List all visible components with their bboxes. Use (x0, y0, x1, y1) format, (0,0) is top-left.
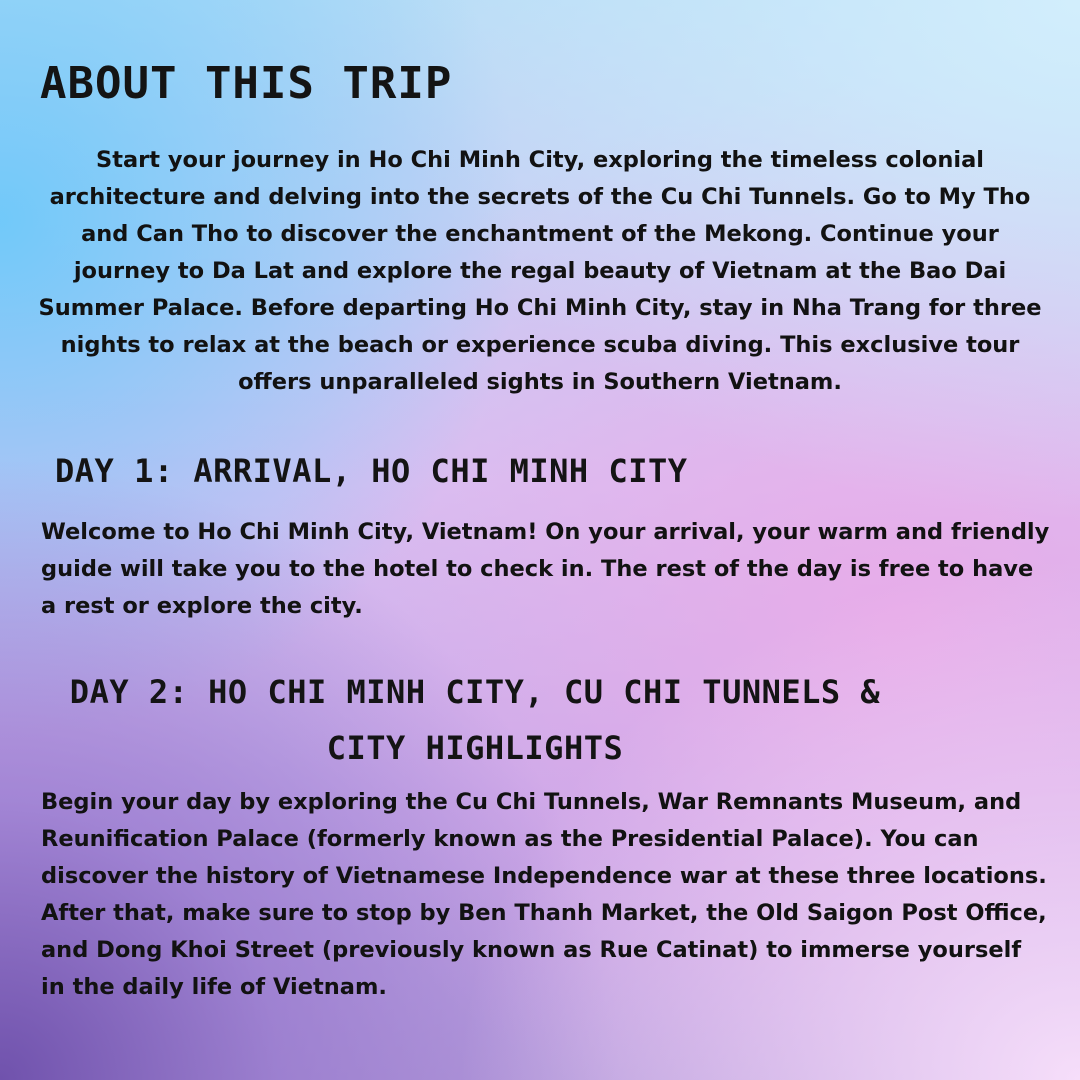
page-title: ABOUT THIS TRIP (40, 58, 453, 109)
trip-overview-paragraph: Start your journey in Ho Chi Minh City, exploring the timeless colonial architecture and delving into the secrets of the Cu Chi Tunnels. Go to My Tho and Can Tho to discover the enchantment of the Mekong. Continue your journey to Da Lat and explore the regal beauty of Vietnam at the Bao Dai Summer Palace. Before departing Ho Chi Minh City, stay in Nha Trang for three nights to relax at the beach or experience scuba diving. This exclusive tour offers unparalleled sights in Southern Vietnam. (38, 147, 1042, 395)
day-1-heading: DAY 1: ARRIVAL, HO CHI MINH CITY (55, 452, 688, 490)
day-2-description: Begin your day by exploring the Cu Chi Tunnels, War Remnants Museum, and Reunification Palace (formerly known as the Presidential Palace). You can discover the history of Vietnamese Independence war at these three locations. After that, make sure to stop by Ben Thanh Market, the Old Saigon Post Office, and Dong Khoi Street (previously known as Rue Catinat) to immerse yourself in the daily life of Vietnam. (41, 789, 1047, 1000)
day-2-heading: DAY 2: HO CHI MINH CITY, CU CHI TUNNELS & CITY HIGHLIGHTS (69, 673, 881, 767)
day-1-description: Welcome to Ho Chi Minh City, Vietnam! On your arrival, your warm and friendly guide will take you to the hotel to check in. The rest of the day is free to have a rest or explore the city. (41, 519, 1050, 619)
